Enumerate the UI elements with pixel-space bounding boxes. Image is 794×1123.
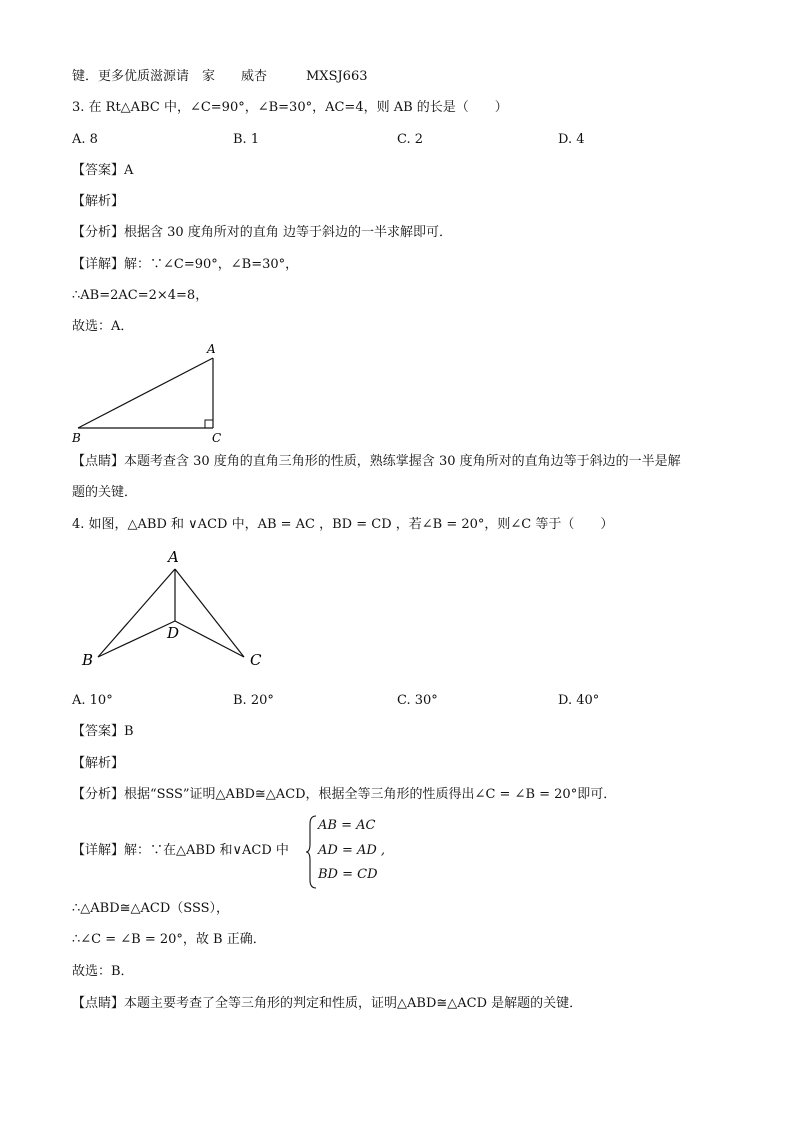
q3-choose: 故选：A． bbox=[72, 319, 134, 334]
q3-fenxi: 【分析】根据含 30 度角所对的直角 边等于斜边的一半求解即可． bbox=[72, 225, 452, 240]
q3-dianjing-2: 题的关键． bbox=[72, 485, 138, 500]
q3-analysis-title: 【解析】 bbox=[72, 194, 125, 209]
q4-dianjing: 【点睛】本题主要考查了全等三角形的判定和性质，证明△ABD≅△ACD 是解题的关键． bbox=[72, 996, 583, 1011]
q3-option-b: B. 1 bbox=[233, 132, 260, 147]
q3-label-b: B bbox=[72, 431, 81, 445]
header-line: 键．更多优质滋源请 家 威杏 MXSJ663 bbox=[72, 69, 368, 84]
q3-label-a: A bbox=[207, 342, 216, 356]
q4-system-row-2: AD = AD , bbox=[318, 843, 386, 858]
q4-option-b: B. 20° bbox=[233, 693, 274, 708]
q4-label-c: C bbox=[250, 651, 262, 669]
q4-label-a: A bbox=[168, 548, 179, 566]
q4-analysis-title: 【解析】 bbox=[72, 756, 125, 771]
q4-brace bbox=[305, 814, 319, 890]
q3-option-d: D. 4 bbox=[558, 132, 585, 147]
q4-label-d: D bbox=[167, 624, 180, 642]
q4-label-b: B bbox=[82, 651, 94, 669]
q3-answer: 【答案】A bbox=[72, 163, 134, 178]
question-3-stem: 3. 在 Rt△ABC 中，∠C=90°，∠B=30°，AC=4，则 AB 的长是（ ） bbox=[72, 100, 508, 115]
q3-detail-1: 【详解】解：∵∠C=90°，∠B=30°， bbox=[72, 257, 299, 272]
q4-detail-3: ∴∠C = ∠B = 20°，故 B 正确． bbox=[72, 932, 266, 947]
q3-option-c: C. 2 bbox=[397, 132, 424, 147]
q4-answer: 【答案】B bbox=[72, 724, 134, 739]
q4-option-a: A. 10° bbox=[72, 693, 113, 708]
q4-choose: 故选：B． bbox=[72, 964, 134, 979]
q4-system-row-3: BD = CD bbox=[318, 867, 378, 882]
q4-detail-prefix: 【详解】解：∵在△ABD 和∨ACD 中 bbox=[72, 843, 289, 858]
question-4-stem: 4. 如图，△ABD 和 ∨ACD 中，AB = AC ，BD = CD ，若∠B = 20°，则∠C 等于（ ） bbox=[72, 517, 614, 532]
q3-label-c: C bbox=[212, 431, 222, 445]
q3-right-triangle-figure bbox=[66, 338, 236, 448]
q3-detail-2: ∴AB=2AC=2×4=8， bbox=[72, 288, 209, 303]
q4-option-c: C. 30° bbox=[397, 693, 438, 708]
q3-option-a: A. 8 bbox=[72, 132, 98, 147]
q4-fenxi: 【分析】根据“SSS”证明△ABD≅△ACD，根据全等三角形的性质得出∠C = ∠B = 20°即可． bbox=[72, 787, 617, 802]
q4-system-row-1: AB = AC bbox=[318, 818, 376, 833]
q4-kite-figure bbox=[76, 545, 276, 675]
q4-option-d: D. 40° bbox=[558, 693, 600, 708]
q3-dianjing-1: 【点睛】本题考查含 30 度角的直角三角形的性质，熟练掌握含 30 度角所对的直角边等于斜边的一半是解 bbox=[72, 454, 681, 469]
q4-detail-2: ∴△ABD≅△ACD（SSS）， bbox=[72, 901, 230, 916]
